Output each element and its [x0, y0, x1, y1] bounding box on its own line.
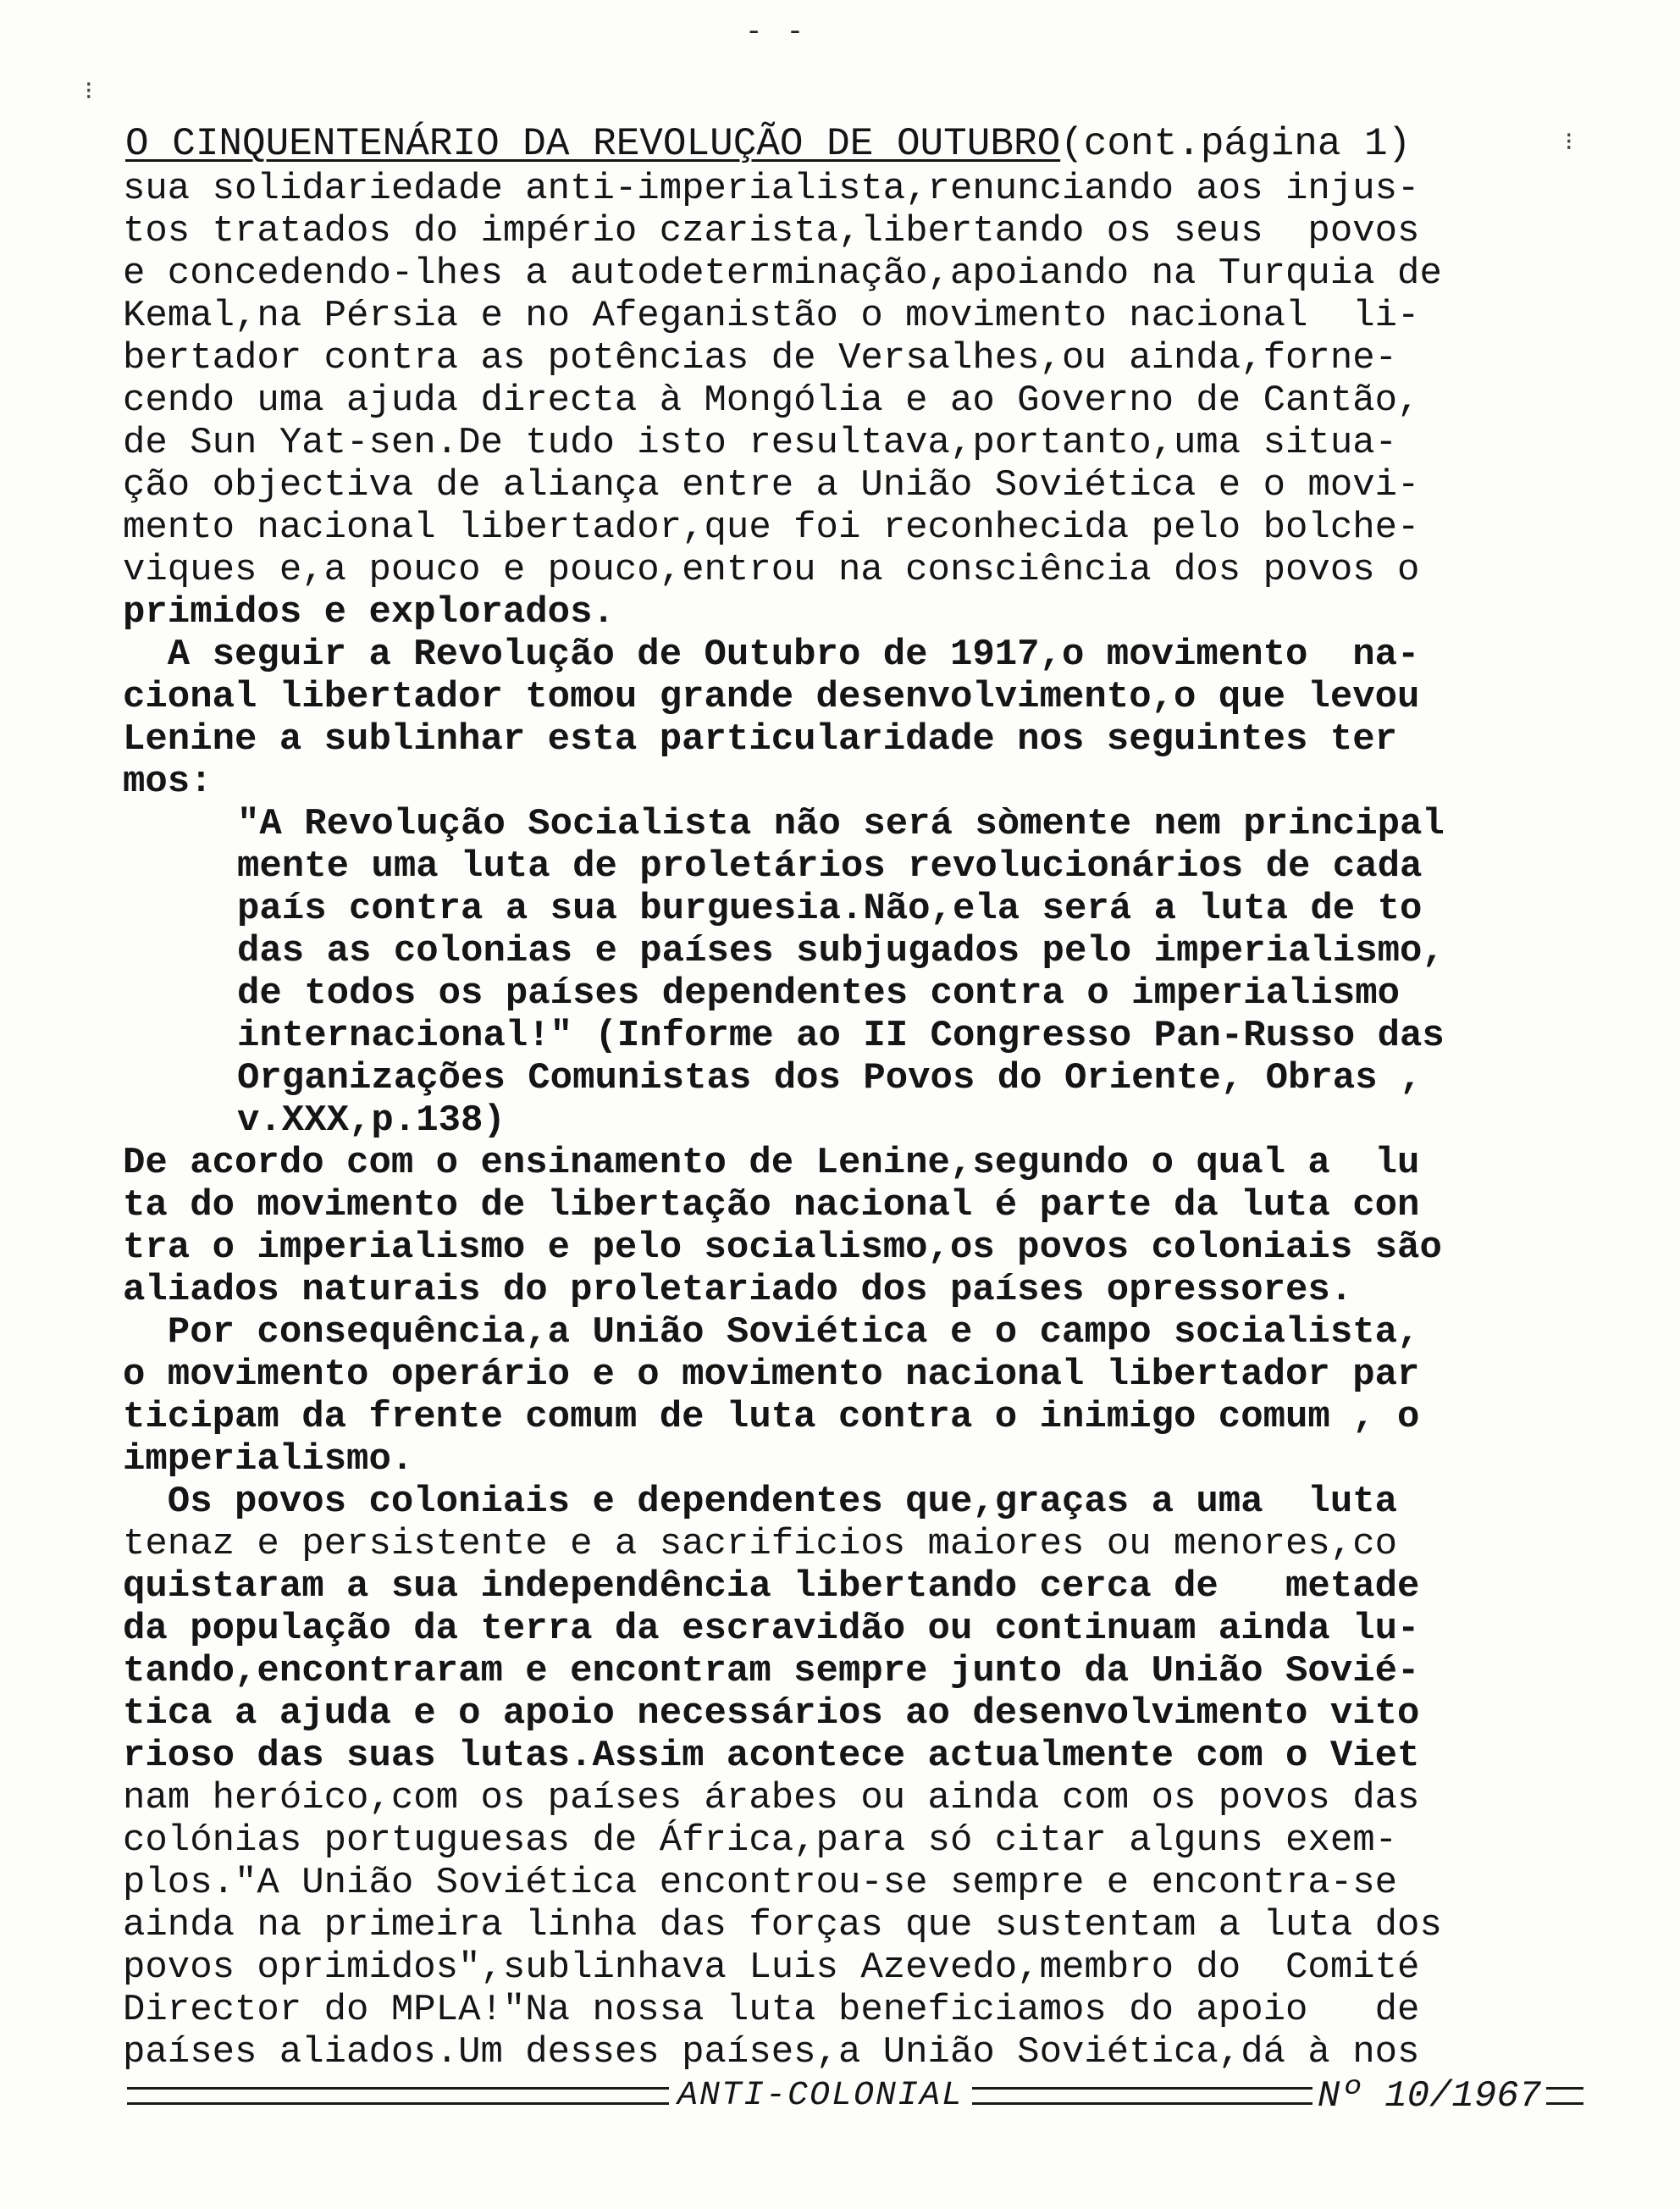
- text-line: Lenine a sublinhar esta particularidade nos seguintes ter: [123, 718, 1398, 761]
- page-footer: [127, 2075, 1583, 2160]
- text-line: tando,encontraram e encontram sempre junto da União Sovié-: [123, 1650, 1420, 1692]
- text-line: A seguir a Revolução de Outubro de 1917,o movimento na-: [123, 634, 1420, 676]
- text-line: Os povos coloniais e dependentes que,graças a uma luta: [123, 1481, 1398, 1523]
- continuation-note: (cont.página 1): [1060, 122, 1412, 166]
- text-line: tica a ajuda e o apoio necessários ao desenvolvimento vito: [123, 1692, 1420, 1735]
- text-line: bertador contra as potências de Versalhes,ou ainda,forne-: [123, 337, 1398, 379]
- paragraph-3: [123, 1142, 1579, 1311]
- footer-issue-number: Nº 10/1967: [1312, 2075, 1546, 2118]
- margin-mark-left: ⁝: [85, 79, 93, 108]
- text-line: cional libertador tomou grande desenvolvimento,o que levou: [123, 676, 1420, 718]
- paragraph-5: [123, 1481, 1579, 2073]
- text-line: De acordo com o ensinamento de Lenine,segundo o qual a lu: [123, 1142, 1420, 1184]
- paragraph-2: [123, 634, 1579, 803]
- page-title: [125, 120, 1616, 168]
- text-line: Por consequência,a União Soviética e o campo socialista,: [123, 1311, 1420, 1354]
- text-line: ta do movimento de libertação nacional é parte da luta con: [123, 1184, 1420, 1226]
- text-line: imperialismo.: [123, 1438, 414, 1481]
- text-line: ainda na primeira linha das forças que sustentam a luta dos: [123, 1904, 1442, 1946]
- text-line: tra o imperialismo e pelo socialismo,os povos coloniais são: [123, 1226, 1442, 1269]
- text-line: ção objectiva de aliança entre a União Soviética e o movi-: [123, 464, 1420, 507]
- quote-line: Organizações Comunistas dos Povos do Oriente, Obras ,: [237, 1057, 1423, 1099]
- lenin-quote: [237, 803, 1609, 1142]
- paragraph-4: [123, 1311, 1579, 1481]
- top-page-mark: - -: [745, 17, 808, 49]
- quote-line: internacional!" (Informe ao II Congresso Pan-Russo das: [237, 1015, 1445, 1057]
- quote-line: das as colonias e países subjugados pelo imperialismo,: [237, 930, 1445, 972]
- text-line: plos."A União Soviética encontrou-se sempre e encontra-se: [123, 1862, 1398, 1904]
- text-line: de Sun Yat-sen.De tudo isto resultava,portanto,uma situa-: [123, 422, 1398, 464]
- text-line: tenaz e persistente e a sacrificios maiores ou menores,co: [123, 1523, 1398, 1565]
- text-line: primidos e explorados.: [123, 591, 615, 634]
- text-line: aliados naturais do proletariado dos países opressores.: [123, 1269, 1353, 1311]
- text-line: o movimento operário e o movimento nacional libertador par: [123, 1354, 1420, 1396]
- quote-line: de todos os países dependentes contra o imperialismo: [237, 972, 1401, 1015]
- text-line: Director do MPLA!"Na nossa luta beneficiamos do apoio de: [123, 1989, 1420, 2031]
- text-line: países aliados.Um desses países,a União Soviética,dá à nos: [123, 2031, 1420, 2073]
- text-line: da população da terra da escravidão ou continuam ainda lu-: [123, 1608, 1420, 1650]
- text-line: rioso das suas lutas.Assim acontece actualmente com o Viet: [123, 1735, 1420, 1777]
- text-line: mos:: [123, 761, 213, 803]
- quote-line: país contra a sua burguesia.Não,ela será a luta de to: [237, 888, 1423, 930]
- text-line: viques e,a pouco e pouco,entrou na consciência dos povos o: [123, 549, 1420, 591]
- text-line: cendo uma ajuda directa à Mongólia e ao Governo de Cantão,: [123, 379, 1420, 422]
- text-line: povos oprimidos",sublinhava Luis Azevedo,membro do Comité: [123, 1946, 1420, 1989]
- paragraph-1: [123, 168, 1579, 634]
- text-line: ticipam da frente comum de luta contra o inimigo comum , o: [123, 1396, 1420, 1438]
- text-line: mento nacional libertador,que foi reconhecida pelo bolche-: [123, 507, 1420, 549]
- text-line: Kemal,na Pérsia e no Afeganistão o movimento nacional li-: [123, 295, 1420, 337]
- article-title: O CINQUENTENÁRIO DA REVOLUÇÃO DE OUTUBRO: [125, 122, 1061, 166]
- text-line: nam heróico,com os países árabes ou ainda com os povos das: [123, 1777, 1420, 1819]
- text-line: colónias portuguesas de África,para só citar alguns exem-: [123, 1819, 1398, 1862]
- text-line: sua solidariedade anti-imperialista,renunciando aos injus-: [123, 168, 1420, 210]
- quote-line: mente uma luta de proletários revolucionários de cada: [237, 845, 1423, 888]
- quote-line: "A Revolução Socialista não será sòmente nem principal: [237, 803, 1445, 845]
- text-line: quistaram a sua independência libertando cerca de metade: [123, 1565, 1420, 1608]
- text-line: tos tratados do império czarista,libertando os seus povos: [123, 210, 1420, 252]
- footer-publication: ANTI-COLONIAL: [669, 2077, 972, 2115]
- margin-mark-right: ⁝: [1565, 130, 1573, 158]
- text-line: e concedendo-lhes a autodeterminação,apoiando na Turquia de: [123, 252, 1442, 295]
- quote-line: v.XXX,p.138): [237, 1099, 506, 1142]
